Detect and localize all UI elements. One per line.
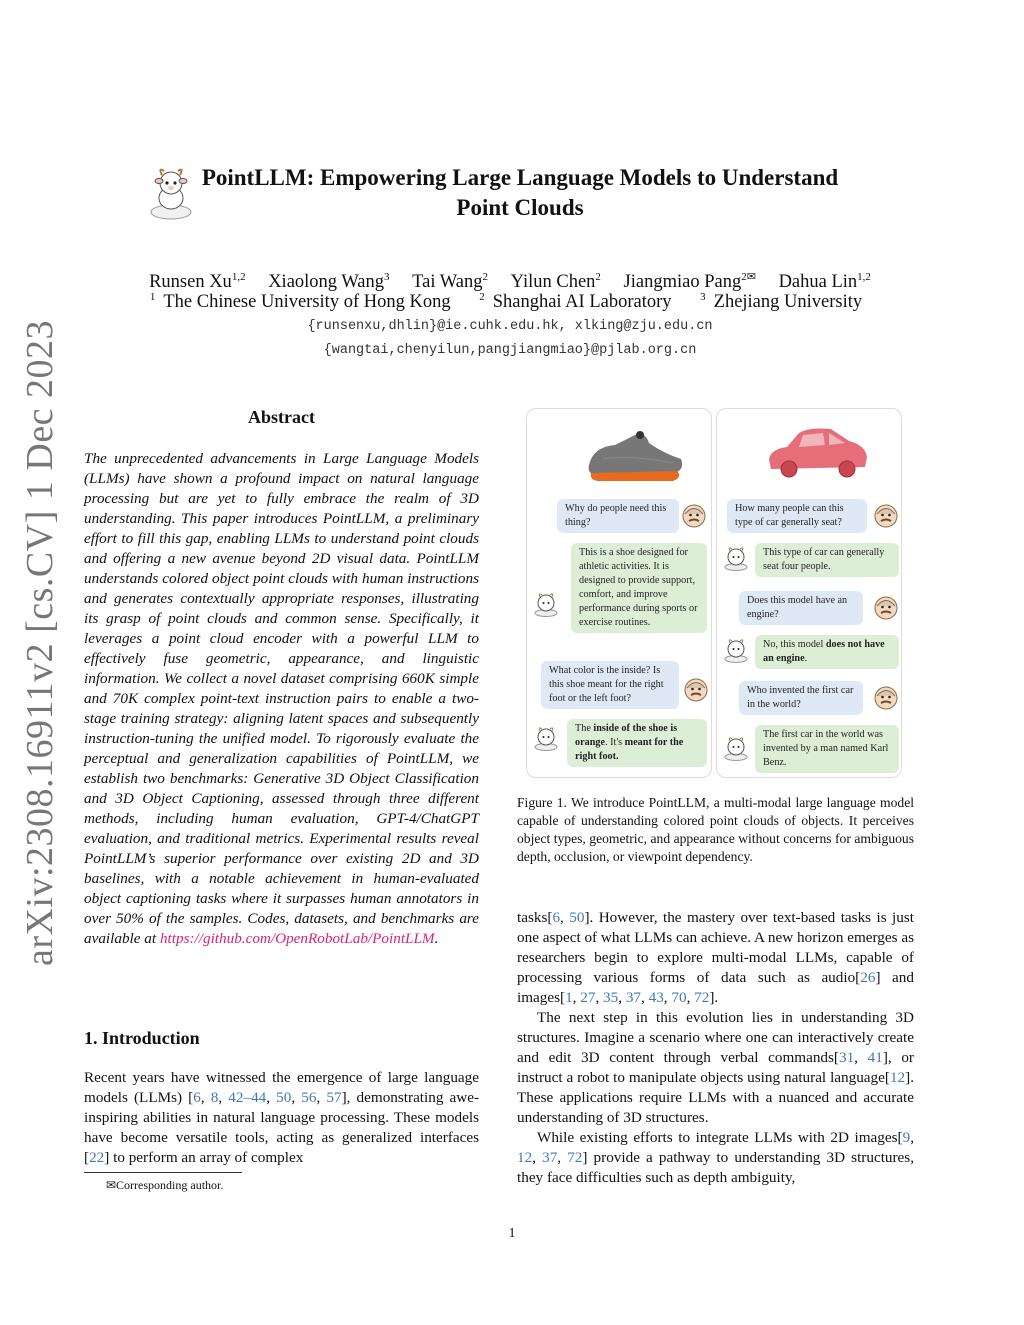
email-line-1: {runsenxu,dhlin}@ie.cuhk.edu.hk, xlking@zju.edu.cn xyxy=(307,319,713,334)
car-point-cloud-image xyxy=(763,425,873,483)
paragraph: The next step in this evolution lies in understanding 3D structures. Imagine a scenario where one can interactively create and edit 3D content through verbal commands[31, 41], or instruct a robot to manipulate objects using natural language[12]. These applications require LLMs with a nuanced and accurate understanding of 3D structures. xyxy=(517,1009,914,1126)
user-question: Does this model have an engine? xyxy=(739,591,863,625)
citation[interactable]: 35 xyxy=(603,989,619,1006)
shoe-point-cloud-image xyxy=(583,429,687,485)
citation[interactable]: 57 xyxy=(326,1089,342,1106)
citation[interactable]: 43 xyxy=(648,989,664,1006)
pointllm-goat-avatar-icon xyxy=(723,735,749,761)
introduction-heading: 1. Introduction xyxy=(84,1028,200,1048)
pointllm-goat-avatar-icon xyxy=(723,545,749,571)
paper-title-line-2: Point Clouds xyxy=(456,195,584,220)
arxiv-identifier: arXiv:2308.16911v2 [cs.CV] 1 Dec 2023 xyxy=(19,319,61,967)
user-avatar-icon xyxy=(873,685,899,711)
affiliation: $^2$ Shanghai AI Laboratory xyxy=(479,291,672,312)
citation[interactable]: 12 xyxy=(889,1069,906,1086)
pointllm-goat-avatar-icon xyxy=(723,637,749,663)
citation[interactable]: 1 xyxy=(565,989,573,1006)
author: Xiaolong Wang$^3$ xyxy=(268,271,390,292)
pointllm-answer: The inside of the shoe is orange. It's meant for the right foot. xyxy=(567,719,707,767)
citation[interactable]: 6 xyxy=(193,1089,201,1106)
affiliation: $^3$ Zhejiang University xyxy=(700,291,863,312)
citation[interactable]: 12 xyxy=(517,1149,533,1166)
user-question: Why do people need this thing? xyxy=(557,499,679,533)
user-avatar-icon xyxy=(681,503,707,529)
goat-logo-icon xyxy=(148,163,194,221)
author: Tai Wang$^2$ xyxy=(412,271,488,292)
pointllm-answer: This is a shoe designed for athletic activities. It is designed to provide support, comfort, and improve performance during sports or exercise routines. xyxy=(571,543,707,633)
github-link[interactable]: https://github.com/OpenRobotLab/PointLLM xyxy=(159,930,435,947)
author: Runsen Xu$^{1,2}$ xyxy=(149,271,246,292)
citation[interactable]: 22 xyxy=(89,1149,105,1166)
citation[interactable]: 56 xyxy=(301,1089,317,1106)
paper-title-block xyxy=(140,163,900,223)
citation[interactable]: 72 xyxy=(567,1149,583,1166)
pointllm-answer: The first car in the world was invented by a man named Karl Benz. xyxy=(755,725,899,773)
footnote-rule xyxy=(84,1172,242,1173)
user-question: How many people can this type of car generally seat? xyxy=(727,499,867,533)
arxiv-sidebar xyxy=(0,0,80,1325)
paragraph: tasks[6, 50]. However, the mastery over text-based tasks is just one aspect of what LLMs can achieve. A new horizon emerges as researchers begin to explore multi-modal LLMs, capable of processing various forms of data such as audio[26] and images[1, 27, 35, 37, 43, 70, 72]. xyxy=(517,909,914,1006)
author: Dahua Lin$^{1,2}$ xyxy=(778,271,871,292)
citation[interactable]: 27 xyxy=(580,989,596,1006)
citation[interactable]: 50 xyxy=(569,909,585,926)
abstract-body: The unprecedented advancements in Large Language Models (LLMs) have shown a profound impact on natural language processing but are yet to fully embrace the realm of 3D understanding. This paper introduces PointLLM, a preliminary effort to fill this gap, enabling LLMs to understand point clouds and offering a new avenue beyond 2D visual data. PointLLM understands colored object point clouds with human instructions and generates contextually appropriate responses, illustrating its grasp of point clouds and common sense. Specifically, it leverages a point cloud encoder with a powerful LLM to effectively fuse geometric, appearance, and linguistic information. We collect a novel dataset comprising 660K simple and 70K complex point-text instruction pairs to enable a two-stage training strategy: aligning latent spaces and subsequently instruction-tuning the unified model. To rigorously evaluate the perceptual and generalization capabilities of PointLLM, we establish two benchmarks: Generative 3D Object Classification and 3D Object Captioning, assessed through three different methods, including human evaluation, GPT-4/ChatGPT evaluation, and traditional metrics. Experimental results reveal PointLLM’s superior performance over existing 2D and 3D baselines, with a notable achievement in human-evaluated object captioning tasks where it surpasses human annotators in over 50% of the samples. Codes, datasets, and benchmarks are available at https://github.com/OpenRobotLab/PointLLM. xyxy=(84,450,479,947)
figure-1 xyxy=(526,408,906,780)
car-dialog-panel xyxy=(716,408,902,778)
pointllm-goat-avatar-icon xyxy=(533,591,559,617)
abstract-heading: Abstract xyxy=(248,407,315,427)
user-question: Who invented the first car in the world? xyxy=(739,681,863,715)
paper-title-line-1: PointLLM: Empowering Large Language Models to Understand xyxy=(201,165,839,190)
author-list xyxy=(100,265,920,294)
author: Jiangmiao Pang$^{2✉}$ xyxy=(623,271,756,292)
pointllm-answer: This type of car can generally seat four people. xyxy=(755,543,899,577)
affiliation-list xyxy=(100,291,920,313)
citation[interactable]: 70 xyxy=(671,989,687,1006)
user-question: What color is the inside? Is this shoe meant for the right foot or the left foot? xyxy=(541,661,679,709)
right-column-text xyxy=(517,908,914,1188)
author: Yilun Chen$^2$ xyxy=(510,271,601,292)
citation[interactable]: 42–44 xyxy=(228,1089,267,1106)
pointllm-goat-avatar-icon xyxy=(533,725,559,751)
citation[interactable]: 41 xyxy=(867,1049,883,1066)
user-avatar-icon xyxy=(683,677,709,703)
citation[interactable]: 31 xyxy=(838,1049,855,1066)
citation[interactable]: 72 xyxy=(694,989,710,1006)
email-line-2: {wangtai,chenyilun,pangjiangmiao}@pjlab.org.cn xyxy=(323,343,697,358)
citation[interactable]: 8 xyxy=(210,1089,219,1106)
citation[interactable]: 26 xyxy=(860,969,876,986)
user-avatar-icon xyxy=(873,503,899,529)
citation[interactable]: 9 xyxy=(902,1129,911,1146)
page-number: 1 xyxy=(508,1226,516,1241)
paragraph: While existing efforts to integrate LLMs with 2D images[9, 12, 37, 72] provide a pathway to understanding 3D structures, they face difficulties such as depth ambiguity, xyxy=(517,1129,915,1186)
citation[interactable]: 6 xyxy=(552,909,561,926)
affiliation: $^1$ The Chinese University of Hong Kong xyxy=(149,291,451,312)
citation[interactable]: 37 xyxy=(542,1149,558,1166)
pointllm-answer: No, this model does not have an engine. xyxy=(755,635,899,669)
introduction-paragraph: Recent years have witnessed the emergence of large language models (LLMs) [6, 8, 42–44, 50, 56, 57], demonstrating awe-inspiring abilities in natural language processing. These models have become versatile tools, acting as generalized interfaces [22] to perform an array of complex xyxy=(84,1069,480,1166)
shoe-dialog-panel xyxy=(526,408,712,778)
user-avatar-icon xyxy=(873,595,899,621)
footnote: ✉Corresponding author. xyxy=(106,1178,224,1192)
citation[interactable]: 50 xyxy=(276,1089,292,1106)
citation[interactable]: 37 xyxy=(625,989,642,1006)
figure-caption: Figure 1. We introduce PointLLM, a multi-modal large language model capable of understanding colored point clouds of objects. It perceives object types, geometric, and appearance without concerns for ambiguous depth, occlusion, or viewpoint dependency. xyxy=(517,795,914,864)
